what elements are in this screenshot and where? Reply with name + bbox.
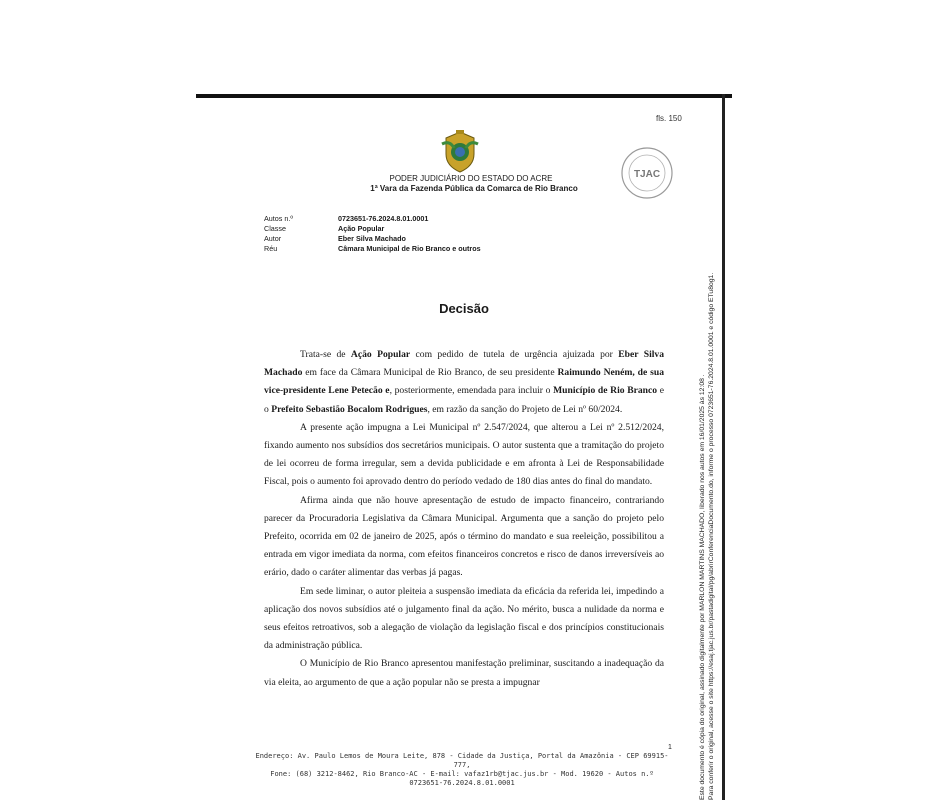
court-header-line2: 1ª Vara da Fazenda Pública da Comarca de Rio Branco <box>370 184 578 193</box>
page-number: 1 <box>668 744 672 751</box>
meta-row: Classe Ação Popular <box>264 224 385 233</box>
verification-line: Para conferir o original, acesse o site https://esaj.tjac.jus.br/pastadigital/pg/abrirConferenciaDocumento.do, informe o processo 0723651-76.2024.8.01.0001 e código ETu8og1. <box>708 272 715 800</box>
paragraph: Trata-se de Ação Popular com pedido de tutela de urgência ajuizada por Eber Silva Machado em face da Câmara Municipal de Rio Branco, de seu presidente Raimundo Neném, de sua vice-presidente Lene Petecão e, posteriormente, emendada para incluir o Município de Rio Branco e o Prefeito Sebastião Bocalom Rodrigues, em razão da sanção do Projeto de Lei nº 60/2024. <box>264 349 665 415</box>
right-border <box>722 94 725 800</box>
document-page <box>196 94 732 800</box>
footer-line: Endereço: Av. Paulo Lemos de Moura Leite, 878 - Cidade da Justiça, Portal da Amazônia - CEP 69915-777, <box>255 752 669 769</box>
meta-row: Autos n.º 0723651-76.2024.8.01.0001 <box>264 214 429 223</box>
paragraph: O Município de Rio Branco apresentou manifestação preliminar, suscitando a inadequação da via eleita, ao argumento de que a ação popular não se presta a impugnar <box>264 658 664 688</box>
document-title: Decisão <box>439 301 489 316</box>
document-body <box>264 346 664 692</box>
paragraph: Em sede liminar, o autor pleiteia a suspensão imediata da eficácia da referida lei, impedindo a aplicação dos novos subsídios até o julgamento final da ação. No mérito, busca a nulidade da norma e seus efeitos retroativos, sob a alegação de violação da legislação fiscal e dos princípios constitucionais da administração pública. <box>264 585 664 652</box>
case-metadata <box>264 214 481 254</box>
footer-line: Fone: (68) 3212-8462, Rio Branco-AC - E-mail: vafaz1rb@tjac.jus.br - Mod. 19620 - Autos n.º <box>270 770 654 778</box>
svg-text:TJAC: TJAC <box>633 169 661 180</box>
sheet-number: fls. 150 <box>656 114 682 123</box>
tjac-seal-icon <box>620 146 674 200</box>
digital-signature-margin <box>698 100 716 800</box>
meta-row: Autor Eber Silva Machado <box>264 234 406 243</box>
coat-of-arms-icon <box>440 130 480 174</box>
footer-line: 0723651-76.2024.8.01.0001 <box>409 779 515 787</box>
meta-row: Réu Câmara Municipal de Rio Branco e outros <box>264 244 481 253</box>
signature-line: Este documento é cópia do original, assinado digitalmente por MARLON MARTINS MACHADO, liberado nos autos em 16/01/2025 às 12:08 . <box>699 374 706 800</box>
page-footer <box>252 752 672 788</box>
paragraph: A presente ação impugna a Lei Municipal nº 2.547/2024, que alterou a Lei nº 2.512/2024, fixando aumento nos subsídios dos secretários municipais. O autor sustenta que a tramitação do projeto de lei ocorreu de forma irregular, sem a devida publicidade e em afronta à Lei de Responsabilidade Fiscal, pois o aumento foi aprovado dentro do período vedado de 180 dias antes do final do mandato. <box>264 421 664 488</box>
paragraph: Afirma ainda que não houve apresentação de estudo de impacto financeiro, contrariando parecer da Procuradoria Legislativa da Câmara Municipal. Argumenta que a sanção do projeto pelo Prefeito, ocorrida em 02 de janeiro de 2025, após o término do mandato e sua reeleição, possibilitou a entrada em vigor imediata da norma, com efeitos financeiros concretos e risco de danos irreversíveis ao erário, dado o caráter alimentar das verbas já pagas. <box>264 494 664 579</box>
court-header-line1: PODER JUDICIÁRIO DO ESTADO DO ACRE <box>389 174 553 183</box>
top-border <box>196 94 732 98</box>
